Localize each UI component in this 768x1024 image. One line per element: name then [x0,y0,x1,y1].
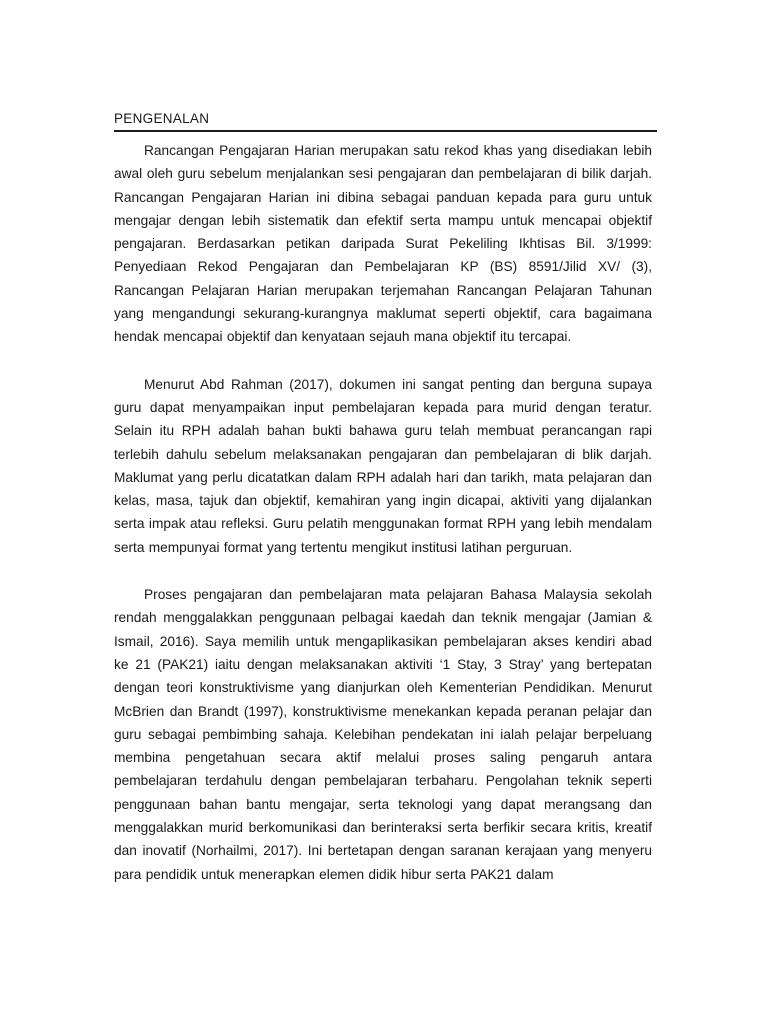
document-body [114,139,652,886]
paragraph-1: Rancangan Pengajaran Harian merupakan satu rekod khas yang disediakan lebih awal oleh guru sebelum menjalankan sesi pengajaran dan pembelajaran di bilik darjah. Rancangan Pengajaran Harian ini dibina sebagai panduan kepada para guru untuk mengajar dengan lebih sistematik dan efektif serta mampu untuk mencapai objektif pengajaran. Berdasarkan petikan daripada Surat Pekeliling Ikhtisas Bil. 3/1999: Penyediaan Rekod Pengajaran dan Pembelajaran KP (BS) 8591/Jilid XV/ (3), Rancangan Pelajaran Harian merupakan terjemahan Rancangan Pelajaran Tahunan yang mengandungi sekurang-kurangnya maklumat seperti objektif, cara bagaimana hendak mencapai objektif dan kenyataan sejauh mana objektif itu tercapai. [114,143,652,345]
section-heading: PENGENALAN [114,110,657,132]
paragraph-3: Proses pengajaran dan pembelajaran mata pelajaran Bahasa Malaysia sekolah rendah menggalakkan penggunaan pelbagai kaedah dan teknik mengajar (Jamian & Ismail, 2016). Saya memilih untuk mengaplikasikan pembelajaran akses kendiri abad ke 21 (PAK21) iaitu dengan melaksanakan aktiviti ‘1 Stay, 3 Stray’ yang bertepatan dengan teori konstruktivisme yang dianjurkan oleh Kementerian Pendidikan. Menurut McBrien dan Brandt (1997), konstruktivisme menekankan kepada peranan pelajar dan guru sebagai pembimbing sahaja. Kelebihan pendekatan ini ialah pelajar berpeluang membina pengetahuan secara aktif melalui proses saling pengaruh antara pembelajaran terdahulu dengan pembelajaran terbaharu. Pengolahan teknik seperti penggunaan bahan bantu mengajar, serta teknologi yang dapat merangsang dan menggalakkan murid berkomunikasi dan berinteraksi serta berfikir secara kritis, kreatif dan inovatif (Norhailmi, 2017). Ini bertetapan dengan saranan kerajaan yang menyeru para pendidik untuk menerapkan elemen didik hibur serta PAK21 dalam [114,587,652,882]
paragraph-2: Menurut Abd Rahman (2017), dokumen ini sangat penting dan berguna supaya guru dapat menyampaikan input pembelajaran kepada para murid dengan teratur. Selain itu RPH adalah bahan bukti bahawa guru telah membuat perancangan rapi terlebih dahulu sebelum melaksanakan pengajaran dan pembelajaran di blik darjah. Maklumat yang perlu dicatatkan dalam RPH adalah hari dan tarikh, mata pelajaran dan kelas, masa, tajuk dan objektif, kemahiran yang ingin dicapai, aktiviti yang dijalankan serta impak atau refleksi. Guru pelatih menggunakan format RPH yang lebih mendalam serta mempunyai format yang tertentu mengikut institusi latihan perguruan. [114,376,652,555]
